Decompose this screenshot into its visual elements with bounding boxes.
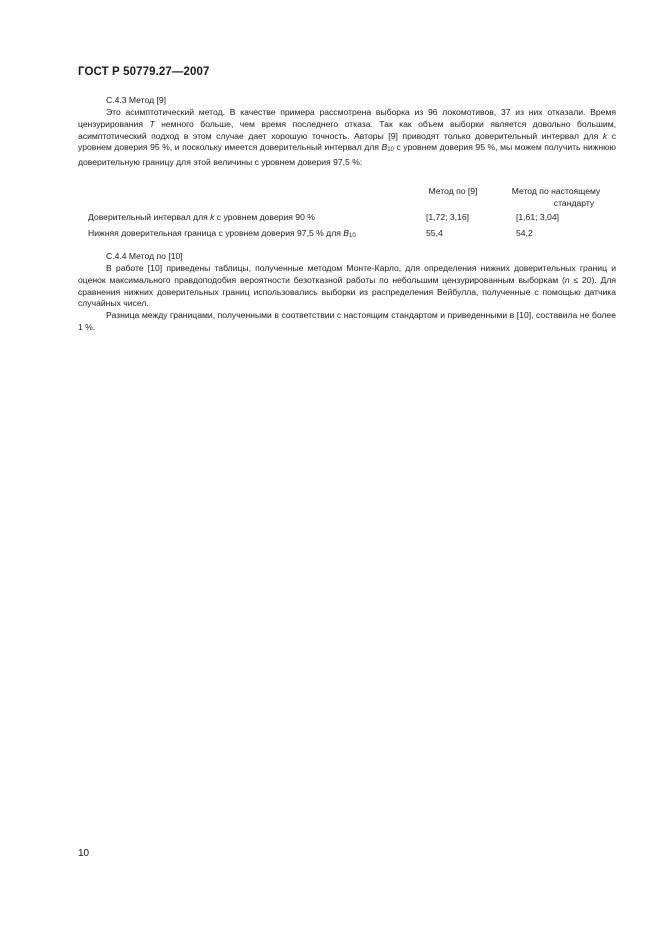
variable-n: n	[564, 274, 570, 285]
text-run: Нижняя доверительная граница с уровнем доверия 97,5 % для	[88, 228, 344, 238]
page-number: 10	[78, 848, 90, 859]
section-c43-paragraph	[78, 107, 616, 169]
section-c44-paragraphs	[78, 263, 616, 334]
text-run: с уровнем доверия 95 %, и поскольку имеется доверительный интервал для	[78, 130, 616, 153]
table-row1-label	[88, 212, 315, 224]
section-c44-title: С.4.4 Метод по [10]	[106, 251, 183, 261]
table-row1-val2: [1,61; 3,04]	[516, 212, 560, 222]
text-run: с уровнем доверия 95 %, мы можем получить нижнюю доверительную границу для этой величины с уровнем доверия 97,5 %:	[78, 142, 617, 168]
table-row2-label	[88, 228, 356, 243]
table-row2-val2: 54,2	[516, 228, 533, 238]
table-col2-header	[500, 186, 612, 210]
subscript-10: 10	[348, 233, 356, 239]
variable-B: B	[343, 228, 349, 238]
text-run: В работе [10] приведены таблицы, полученные методом Монте-Карло, для определения нижних доверительных границ и оценок максимального правдоподобия вероятности безотказной работы по небольшим цензурированным выборкам (	[78, 263, 616, 285]
section-c44-paragraph1	[78, 263, 616, 310]
section-c44-paragraph2: Разница между границами, полученными в соответствии с настоящим стандартом и приведенными в [10], составила не более 1 %.	[78, 310, 616, 332]
text-run: ≤ 20). Для сравнения нижних доверительных границ использовались выборки из распределения Вейбулла, полученные с помощью датчика случайных чисел.	[78, 274, 616, 309]
table-col2-header-line1: Метод по настоящему	[511, 186, 601, 196]
table-row2-val1: 55,4	[426, 228, 443, 238]
document-code: ГОСТ Р 50779.27—2007	[78, 66, 210, 78]
variable-k: k	[210, 212, 215, 222]
table-col1-header: Метод по [9]	[428, 186, 478, 196]
text-run: с уровнем доверия 90 %	[214, 212, 315, 222]
section-c43-title: С.4.3 Метод [9]	[106, 95, 167, 105]
subscript-10: 10	[387, 147, 394, 154]
table-row1-val1: [1,72; 3,16]	[426, 212, 470, 222]
variable-T: T	[149, 118, 155, 129]
text-run: Доверительный интервал для	[88, 212, 211, 222]
variable-k: k	[602, 130, 608, 141]
variable-B: B	[381, 142, 388, 153]
table-col2-header-line2: стандарту	[553, 197, 595, 208]
text-run: немного больше, чем время последнего отказа. Так как объем выборки является довольно большим, асимптотический подход в этом случае дает хорошую точность. Авторы [9] приводят только доверительный интервал для	[78, 118, 616, 141]
text-run: Это асимптотический метод. В качестве примера рассмотрена выборка из 96 локомотивов, 37 из них отказали. Время цензурирования	[78, 107, 616, 129]
